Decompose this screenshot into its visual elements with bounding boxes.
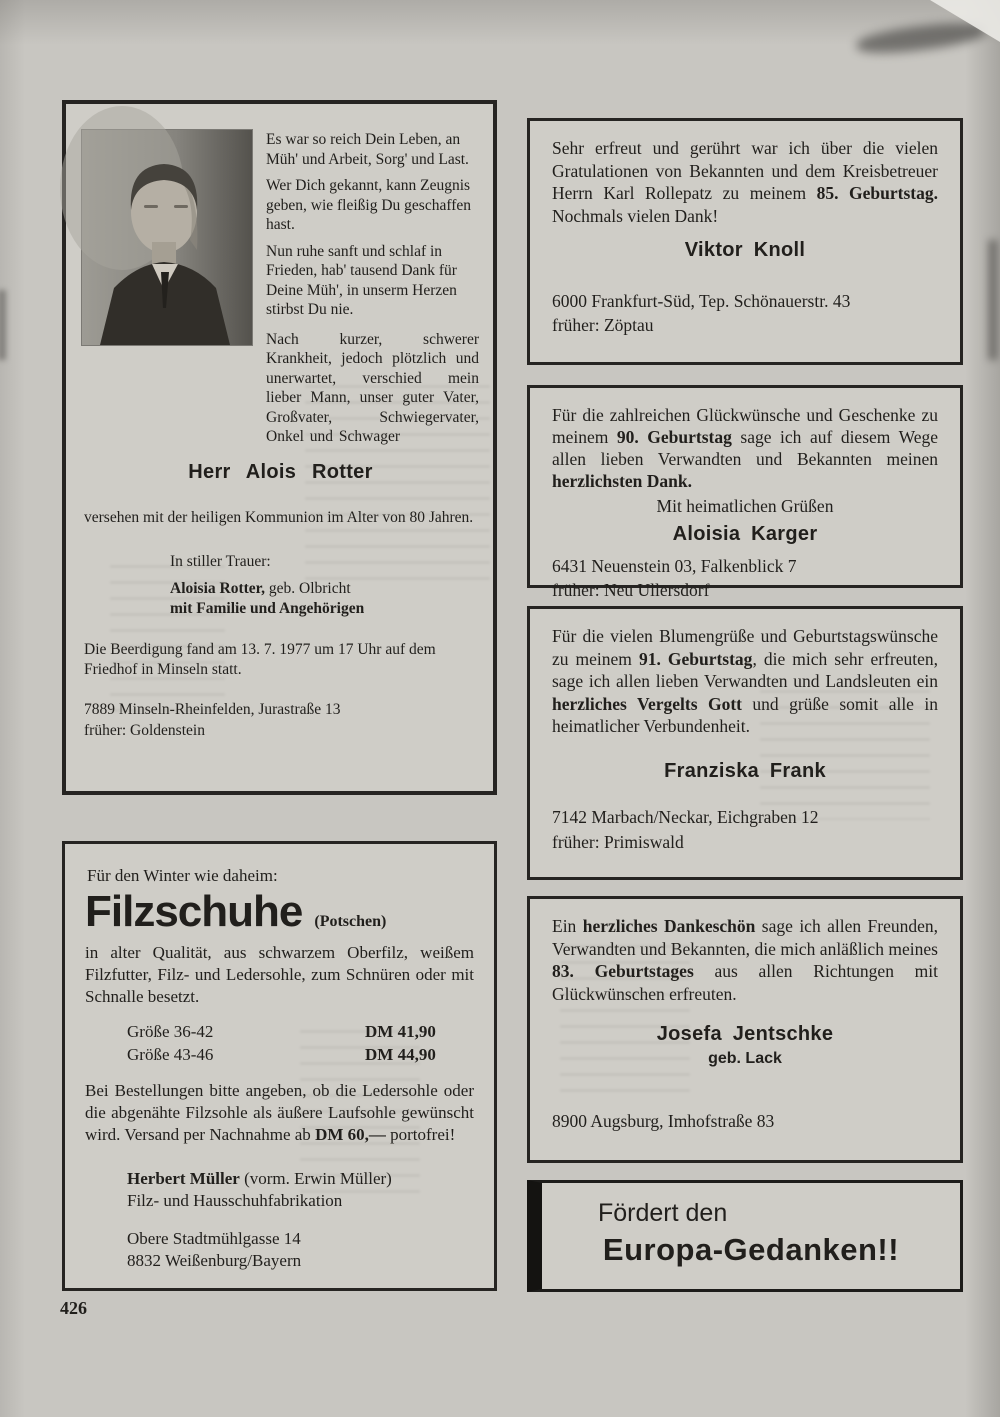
notice-name: Franziska Frank (664, 759, 826, 782)
memorial-verse: Es war so reich Dein Leben, an Müh' und Arbeit, Sorg' und Last. (266, 131, 469, 168)
europa-headline: Europa-Gedanken!! (602, 1232, 900, 1267)
memorial-verse: Nun ruhe sanft und schlaf in Frieden, hab' tausend Dank für Deine Müh', in unserm Herzen stirbst Du nie. (266, 242, 457, 318)
mourning-label: In stiller Trauer: (170, 552, 271, 570)
europa-line1: Fördert den (598, 1199, 728, 1227)
obituary-details: versehen mit der heiligen Kommunion im Alter von 80 Jahren. (84, 508, 474, 526)
mourner-family: mit Familie und Angehörigen (170, 599, 365, 617)
thank-you-notice (527, 385, 963, 600)
notice-body: Sehr erfreut und gerührt war ich über die vielen Gratulationen von Bekannten und dem Kreisbetreuer Herrn Karl Rollepatz zu meinem 85. Geburtstag. Nochmals vielen Dank! (552, 138, 939, 226)
ad-size-label: Größe 36-42 (127, 1022, 214, 1041)
mourner-name: Aloisia Rotter, geb. Olbricht (170, 579, 351, 597)
ad-size-row (127, 1020, 474, 1043)
ad-price: DM 44,90 (365, 1045, 436, 1064)
ad-company-type: Filz- und Hausschuhfabrikation (127, 1191, 343, 1210)
thank-you-notice (527, 896, 963, 1163)
advertisement-box (62, 841, 497, 1291)
memorial-verse: Wer Dich gekannt, kann Zeugnis geben, wie fleißig Du geschaffen hast. (266, 177, 472, 233)
ad-company-name (127, 1168, 474, 1189)
notice-address: 8900 Augsburg, Imhofstraße 83 (552, 1111, 775, 1131)
ad-size-label: Größe 43-46 (127, 1045, 214, 1064)
deceased-name: Herr Alois Rotter (188, 460, 373, 483)
notice-greeting: Mit heimatlichen Grüßen (656, 496, 834, 516)
notice-address: 7142 Marbach/Neckar, Eichgraben 12 (552, 807, 819, 827)
ad-description: in alter Qualität, aus schwarzem Oberfilz, weißem Filzfutter, Filz- und Ledersohle, zum Schnüren oder mit Schnalle besetzt. (85, 943, 474, 1006)
ad-size-row (127, 1043, 474, 1066)
ad-product-line (85, 887, 474, 936)
notice-address: 6000 Frankfurt-Süd, Tep. Schönauerstr. 43 (552, 290, 851, 311)
notice-name: Josefa Jentschke (656, 1023, 834, 1045)
notice-former-residence: früher: Zöptau (552, 315, 654, 335)
notice-name: Viktor Knoll (684, 239, 806, 261)
notice-body: Ein herzliches Dankeschön sage ich allen Freunden, Verwandten und Bekannten, die mich anläßlich meines 83. Geburtstages aus allen Richtungen mit Glückwünschen erfreuten. (552, 916, 939, 1004)
obituary-text-column (266, 130, 479, 447)
ad-company-name-bold: Herbert Müller (127, 1169, 240, 1188)
europa-promo-box (527, 1180, 963, 1292)
thank-you-notice (527, 118, 963, 365)
page-corner (930, 0, 1000, 42)
ad-product-name: Filzschuhe (85, 887, 303, 936)
obituary-notice-box (62, 100, 497, 795)
scan-smudge (988, 240, 998, 360)
notice-body: Für die vielen Blumengrüße und Geburtstagswünsche zu meinem 91. Geburtstag, die mich sehr erfreuten, sage ich allen lieben Verwandten und Landsleuten ein herzliches Vergelts Gott und grüße somit alle in heimatlicher Verbundenheit. (552, 626, 938, 736)
page-number: 426 (60, 1298, 87, 1318)
obituary-former-residence: früher: Goldenstein (84, 721, 205, 739)
obituary-top-row (82, 130, 479, 447)
ad-city: 8832 Weißenburg/Bayern (127, 1251, 302, 1270)
portrait-illustration (82, 130, 252, 345)
ad-company-suffix: (vorm. Erwin Müller) (239, 1169, 392, 1188)
obituary-intro: Nach kurzer, schwerer Krankheit, jedoch plötzlich und unerwartet, verschied mein lieber Mann, unser guter Vater, Großvater, Schwiegervater, Onkel und Schwager (266, 330, 479, 445)
notice-body: Für die zahlreichen Glückwünsche und Geschenke zu meinem 90. Geburtstag sage ich auf diesem Wege allen lieben Verwandten und Bekannten meinen herzlichsten Dank. (552, 405, 938, 491)
ad-order-info: Bei Bestellungen bitte angeben, ob die Ledersohle oder die abgenähte Filzsohle als äußere Laufsohle gewünscht wird. Versand per Nachnahme ab DM 60,— portofrei! (85, 1081, 474, 1144)
ad-tagline: Für den Winter wie daheim: (87, 866, 278, 885)
notice-address: 6431 Neuenstein 03, Falkenblick 7 (552, 556, 797, 576)
notice-former-residence: früher: Neu Ullersdorf (552, 580, 710, 600)
funeral-info: Die Beerdigung fand am 13. 7. 1977 um 17 Uhr auf dem Friedhof in Minseln statt. (84, 640, 436, 678)
obituary-address: 7889 Minseln-Rheinfelden, Jurastraße 13 (84, 700, 341, 718)
ad-product-note: (Potschen) (314, 913, 387, 930)
ad-price: DM 41,90 (365, 1022, 436, 1041)
notice-name-suffix: geb. Lack (708, 1049, 782, 1067)
thank-you-notice (527, 606, 963, 880)
scan-smudge (0, 290, 6, 360)
ad-street: Obere Stadtmühlgasse 14 (127, 1229, 301, 1248)
portrait-photo (82, 130, 252, 345)
notice-former-residence: früher: Primiswald (552, 831, 684, 852)
notice-name: Aloisia Karger (672, 523, 818, 545)
